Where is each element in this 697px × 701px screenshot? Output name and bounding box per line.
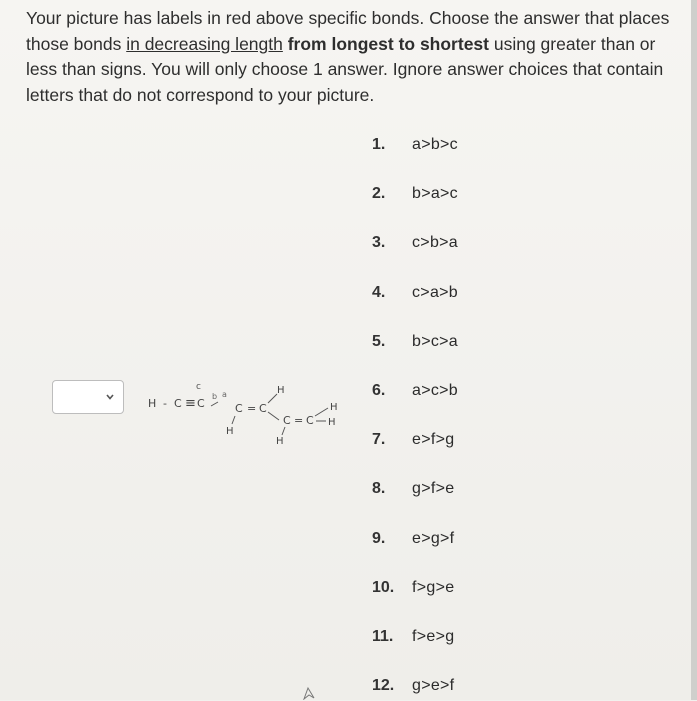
atom-c6: C — [306, 414, 314, 427]
label-c: c — [196, 382, 201, 392]
molecule-drawing — [142, 372, 362, 452]
answer-option-text: f>g>e — [412, 578, 455, 596]
question-bold: from longest to shortest — [287, 33, 489, 54]
mouse-pointer-icon — [302, 686, 316, 700]
answer-option-number: 4. — [372, 283, 386, 301]
answer-option-number: 6. — [372, 382, 386, 399]
answer-option-number: 1. — [372, 136, 386, 153]
answer-option-number: 8. — [372, 480, 386, 498]
atom-h-right: H — [328, 417, 336, 428]
atom-h-bottom-left: H — [226, 426, 234, 437]
answer-option[interactable] — [372, 327, 458, 357]
answer-option[interactable] — [372, 573, 454, 603]
answer-option[interactable] — [372, 278, 458, 308]
bond-c4-c5 — [268, 412, 279, 420]
answer-option-number: 7. — [372, 431, 386, 449]
atom-c3: C — [235, 402, 243, 415]
answer-option[interactable] — [372, 622, 454, 652]
answer-option[interactable] — [372, 425, 454, 455]
answer-option[interactable] — [372, 228, 458, 258]
bond-c3-h — [232, 416, 235, 424]
answer-option-number: 12. — [372, 677, 395, 695]
double-bond-1: = — [247, 402, 257, 415]
atom-h-top: H — [277, 385, 285, 396]
answer-option-number: 5. — [372, 332, 386, 350]
answer-option-text: c>a>b — [412, 283, 458, 301]
atom-c4: C — [259, 402, 267, 415]
chevron-down-icon — [105, 392, 115, 402]
answer-dropdown[interactable] — [52, 380, 124, 414]
answer-option-text: g>e>f — [412, 677, 455, 695]
answer-option-text: a>c>b — [412, 382, 458, 399]
bond-c4-h — [268, 394, 277, 403]
answer-option-number: 11. — [372, 628, 394, 645]
answer-option[interactable] — [372, 130, 458, 160]
answer-option-number: 10. — [372, 578, 395, 596]
triple-bond: ≡ — [185, 396, 196, 411]
atom-h-bottom: H — [276, 436, 284, 447]
answer-option[interactable] — [372, 524, 454, 554]
atom-h-right-top: H — [330, 402, 338, 413]
answer-option[interactable] — [372, 671, 454, 701]
answer-option[interactable] — [372, 474, 454, 504]
answer-option-number: 3. — [372, 234, 386, 252]
answer-option[interactable] — [372, 179, 458, 209]
answer-option-number: 2. — [372, 185, 386, 203]
question-underline: in decreasing length — [126, 33, 283, 54]
answer-option-text: b>a>c — [412, 185, 458, 203]
answer-option-text: c>b>a — [412, 234, 458, 252]
question-part1: Your picture has labels in red above specific bonds. Choose the answer that places those bonds — [26, 8, 670, 54]
answer-option[interactable] — [372, 376, 458, 406]
answer-option-text: b>c>a — [412, 332, 458, 350]
answer-option-number: 9. — [372, 529, 386, 547]
answer-option-text: f>e>g — [412, 628, 455, 645]
label-a: a — [222, 390, 227, 399]
answer-option-text: e>f>g — [412, 431, 455, 449]
atom-c1: C — [174, 397, 182, 410]
answer-option-text: g>f>e — [412, 480, 455, 498]
page-edge — [691, 0, 697, 700]
question-text — [26, 6, 686, 108]
bond-dash: - — [163, 397, 167, 410]
label-b: b — [212, 392, 218, 401]
bond-c5-h — [282, 427, 285, 435]
double-bond-2: = — [294, 414, 304, 427]
answer-option-text: a>b>c — [412, 136, 458, 153]
question-part2: using greater than or less than signs. You will only choose 1 answer. Ignore answer choices that contain letters that do not correspond to your picture. — [26, 33, 664, 105]
atom-c2: C — [197, 397, 205, 410]
bond-b — [211, 402, 218, 406]
bond-c6-h-top — [315, 408, 328, 416]
atom-c5: C — [283, 414, 291, 427]
answer-option-text: e>g>f — [412, 529, 455, 547]
atom-h-left: H — [148, 397, 157, 410]
